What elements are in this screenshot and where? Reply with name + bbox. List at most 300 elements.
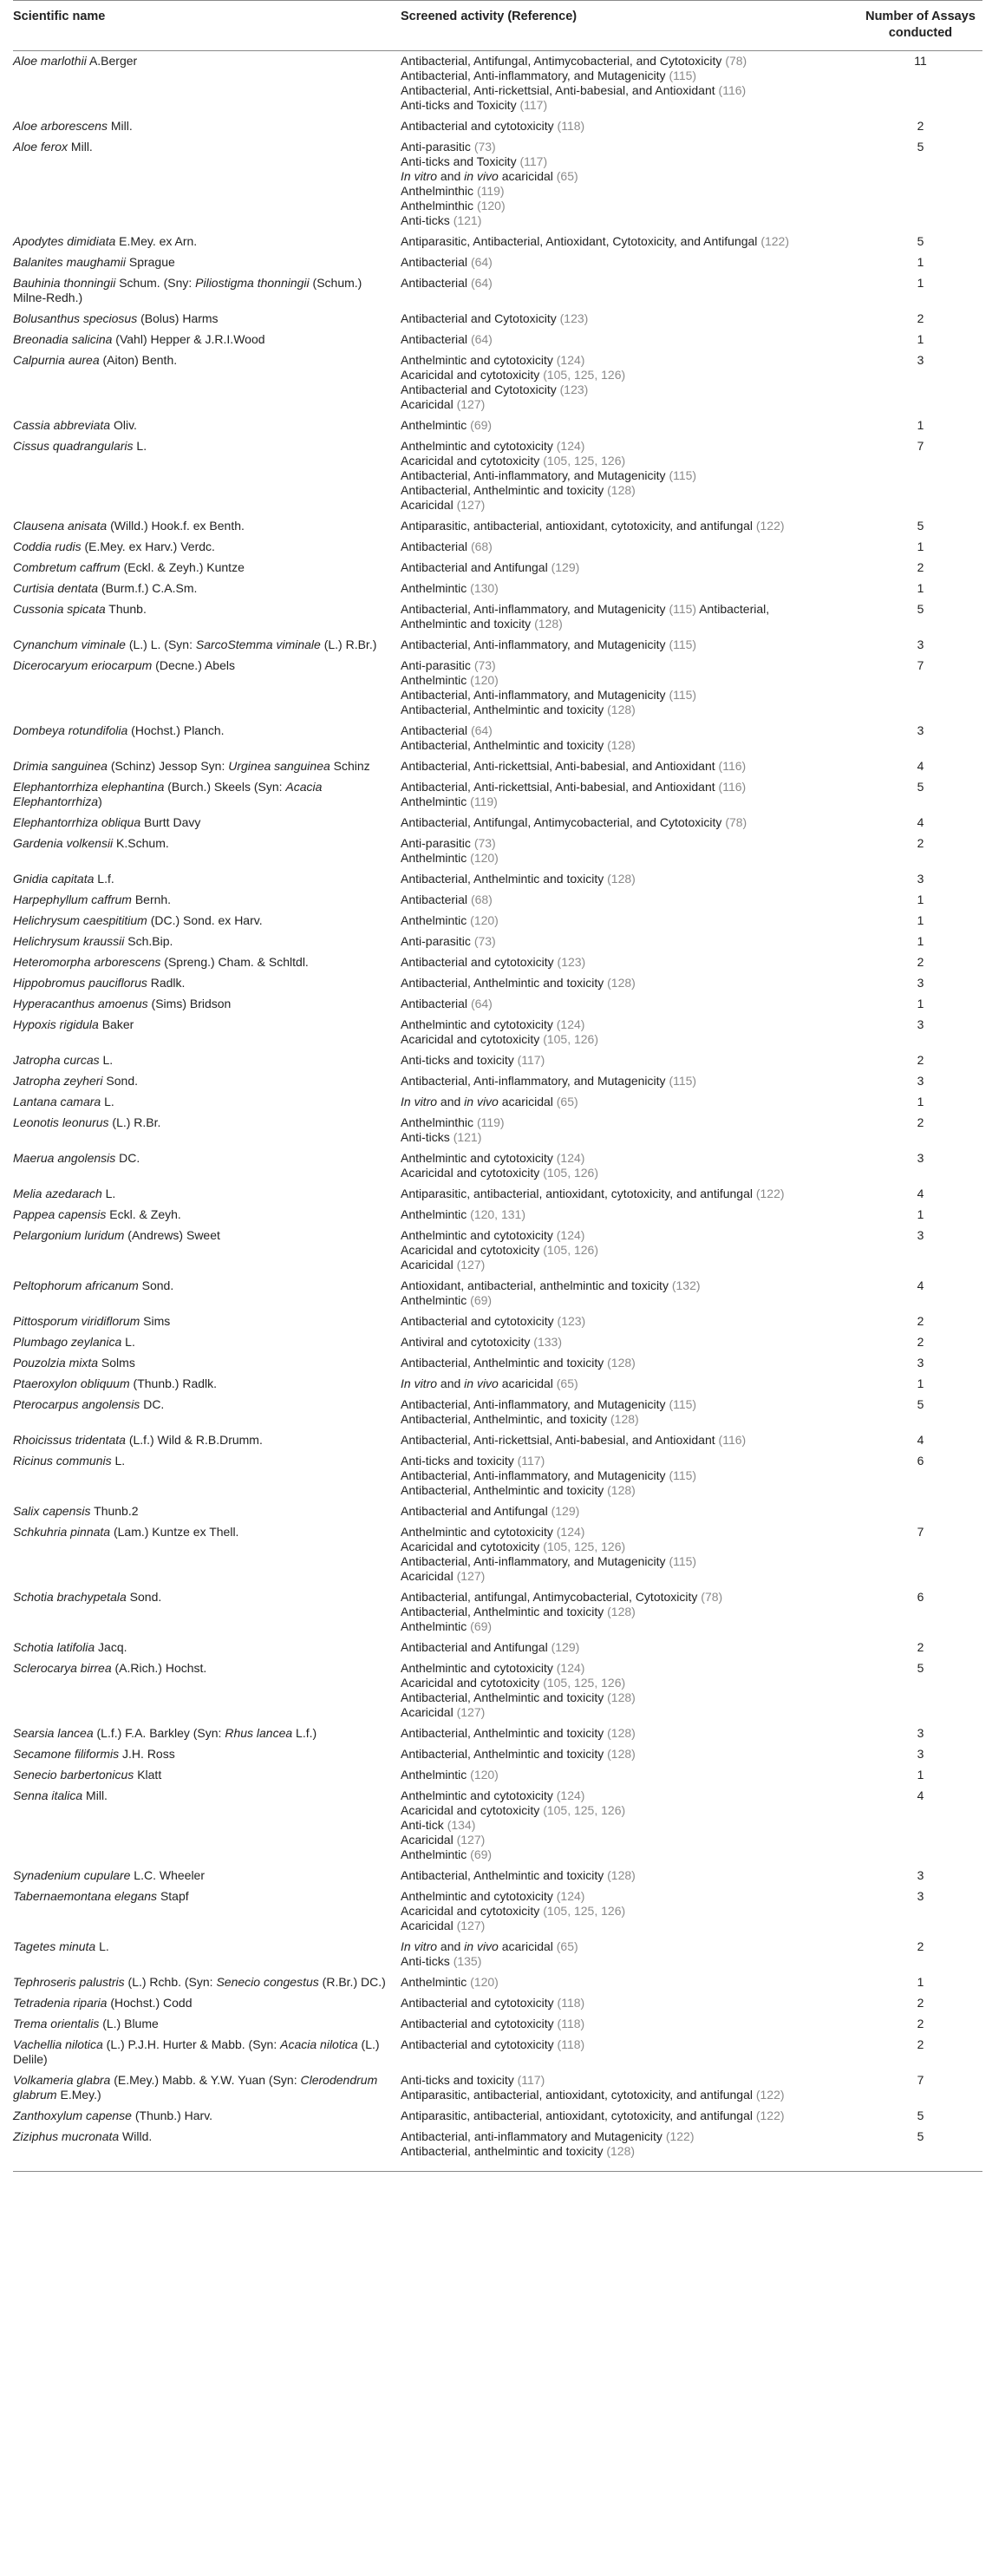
activity-text: and [437, 1376, 465, 1390]
assay-count: 3 [917, 1151, 924, 1165]
screened-activity-cell [401, 1374, 858, 1395]
reference-link[interactable]: (128) [607, 1868, 636, 1882]
species-authority: L. [95, 1939, 109, 1953]
reference-link[interactable]: (68) [470, 539, 493, 553]
activity-italic: In vitro [401, 1095, 438, 1108]
scientific-name-cell [13, 1374, 401, 1395]
reference-link[interactable]: (124) [556, 1889, 585, 1903]
reference-link[interactable]: (105, 125, 126) [543, 1676, 626, 1690]
reference-link[interactable]: (119) [470, 794, 498, 808]
activity-text: Anti-ticks and toxicity [401, 1053, 518, 1067]
synonym-authority: L.f.) [292, 1726, 317, 1740]
reference-link[interactable]: (105, 126) [543, 1243, 599, 1257]
species-authority: (Andrews) Sweet [124, 1228, 220, 1242]
reference-link[interactable]: (117) [517, 1454, 545, 1468]
activity-line [401, 1833, 850, 1847]
header-number-of-assays: Number of Assays conducted [858, 1, 982, 51]
reference-link[interactable]: (123) [559, 382, 589, 396]
activity-text: Antibacterial, Anthelmintic and toxicity [401, 1605, 608, 1618]
reference-link[interactable]: (122) [755, 1187, 785, 1200]
screened-activity-cell [401, 1205, 858, 1226]
table-row [13, 777, 982, 813]
activity-line [401, 913, 850, 928]
table-row [13, 350, 982, 415]
reference-link[interactable]: (127) [456, 397, 486, 411]
activity-line [401, 1074, 850, 1089]
assay-count: 7 [917, 2073, 924, 2087]
species-authority: (L.) R.Br. [108, 1115, 161, 1129]
screened-activity-cell [401, 994, 858, 1015]
activity-line [401, 1661, 850, 1676]
assay-count: 3 [917, 976, 924, 990]
reference-link[interactable]: (122) [755, 519, 785, 533]
synonym-authority: ) [98, 794, 102, 808]
species-authority: (L.) Blume [99, 2017, 159, 2030]
header-screened-activity: Screened activity (Reference) [401, 1, 858, 51]
reference-link[interactable]: (116) [718, 759, 747, 773]
activity-line [401, 169, 850, 184]
screened-activity-cell [401, 1332, 858, 1353]
species-authority: (L.) Rchb. (Syn: [124, 1975, 217, 1989]
activity-text: Anthelmintic [401, 1293, 471, 1307]
activity-line [401, 1483, 850, 1498]
reference-link[interactable]: (127) [456, 1705, 486, 1719]
activity-text: Antibacterial, Anti-inflammatory, and Mutagenicity [401, 1554, 669, 1568]
activity-text: Antiparasitic, antibacterial, antioxidant, cytotoxicity, and antifungal [401, 2088, 756, 2102]
reference-link[interactable]: (124) [556, 353, 585, 367]
reference-link[interactable]: (121) [453, 1130, 482, 1144]
species-authority: Solms [98, 1356, 135, 1370]
reference-link[interactable]: (115) [669, 688, 697, 702]
reference-link[interactable]: (128) [607, 976, 636, 990]
reference-link[interactable]: (124) [556, 1228, 585, 1242]
reference-link[interactable]: (105, 125, 126) [543, 368, 626, 382]
scientific-name-cell [13, 1786, 401, 1866]
assay-count: 3 [917, 1726, 924, 1740]
activity-line [401, 1278, 850, 1293]
reference-link[interactable]: (128) [610, 1412, 639, 1426]
reference-link[interactable]: (127) [456, 1833, 486, 1847]
activity-line [401, 581, 850, 596]
reference-link[interactable]: (128) [607, 1356, 636, 1370]
activity-text: Antiparasitic, antibacterial, antioxidant, cytotoxicity, and antifungal [401, 1187, 756, 1200]
assay-count: 1 [917, 418, 924, 432]
screened-activity-cell [401, 1395, 858, 1430]
reference-link[interactable]: (105, 125, 126) [543, 1803, 626, 1817]
reference-link[interactable]: (124) [556, 1151, 585, 1165]
species-authority: (Hochst.) Codd [107, 1996, 193, 2010]
screened-activity-cell [401, 2014, 858, 2035]
species-authority: Burtt Davy [140, 815, 201, 829]
reference-link[interactable]: (65) [556, 1095, 578, 1108]
activity-line [401, 1187, 850, 1201]
reference-link[interactable]: (65) [556, 1376, 578, 1390]
reference-link[interactable]: (124) [556, 439, 585, 453]
activity-text: Antiparasitic, antibacterial, antioxidant, cytotoxicity, and antifungal [401, 2109, 756, 2122]
reference-link[interactable]: (64) [470, 276, 493, 290]
activity-line [401, 1847, 850, 1862]
activity-line [401, 276, 850, 291]
reference-link[interactable]: (128) [606, 2144, 636, 2158]
scientific-name-cell [13, 932, 401, 952]
reference-link[interactable]: (123) [557, 955, 586, 969]
reference-link[interactable]: (124) [556, 1661, 585, 1675]
assay-count: 3 [917, 1228, 924, 1242]
species-name: Pittosporum viridiflorum [13, 1314, 140, 1328]
table-row [13, 1430, 982, 1451]
reference-link[interactable]: (69) [470, 1619, 493, 1633]
table-row [13, 1205, 982, 1226]
activity-text: Antibacterial, Anthelmintic and toxicity [401, 738, 608, 752]
assay-count: 4 [917, 1278, 924, 1292]
activity-text: Antibacterial and cytotoxicity [401, 955, 558, 969]
table-row [13, 273, 982, 309]
reference-link[interactable]: (68) [470, 892, 493, 906]
activity-line [401, 673, 850, 688]
reference-link[interactable]: (105, 125, 126) [543, 454, 626, 467]
table-row [13, 232, 982, 252]
reference-link[interactable]: (128) [607, 1483, 636, 1497]
synonym-name: Senecio congestus [216, 1975, 319, 1989]
screened-activity-cell [401, 756, 858, 777]
reference-link[interactable]: (115) [669, 1397, 697, 1411]
activity-text: Anti-ticks [401, 1954, 454, 1968]
activity-line [401, 1115, 850, 1130]
species-name: Elephantorrhiza elephantina [13, 780, 165, 794]
activity-line [401, 1705, 850, 1720]
species-authority: A.Berger [86, 54, 138, 68]
table-body [13, 51, 982, 2172]
species-authority: Eckl. & Zeyh. [106, 1207, 181, 1221]
activity-text: Anthelmintic [401, 1619, 471, 1633]
activity-text: Anti-parasitic [401, 140, 474, 154]
reference-link[interactable]: (116) [718, 780, 747, 794]
activity-line [401, 98, 850, 113]
reference-link[interactable]: (117) [519, 98, 548, 112]
scientific-name-cell [13, 1866, 401, 1886]
reference-link[interactable]: (120) [470, 673, 499, 687]
screened-activity-cell [401, 932, 858, 952]
reference-link[interactable]: (120) [470, 1975, 499, 1989]
reference-link[interactable]: (130) [470, 581, 499, 595]
reference-link[interactable]: (115) [669, 1468, 697, 1482]
reference-link[interactable]: (69) [470, 418, 493, 432]
screened-activity-cell [401, 813, 858, 834]
activity-text: Anthelmintic [401, 418, 471, 432]
scientific-name-cell [13, 2014, 401, 2035]
table-row [13, 869, 982, 890]
screened-activity-cell [401, 1113, 858, 1148]
activity-text: Acaricidal [401, 1569, 457, 1583]
activity-line [401, 637, 850, 652]
species-name: Melia azedarach [13, 1187, 102, 1200]
activity-text: Antibacterial [401, 723, 471, 737]
assay-count: 4 [917, 1433, 924, 1447]
table-row [13, 635, 982, 656]
reference-link[interactable]: (123) [557, 1314, 586, 1328]
synonym-authority: (L.) Delile) [13, 2037, 380, 2066]
reference-link[interactable]: (117) [517, 2073, 545, 2087]
table-row [13, 1374, 982, 1395]
assay-count: 5 [917, 1397, 924, 1411]
reference-link[interactable]: (127) [456, 1919, 486, 1932]
reference-link[interactable]: (116) [718, 83, 747, 97]
reference-link[interactable]: (105, 126) [543, 1032, 599, 1046]
reference-link[interactable]: (128) [607, 1747, 636, 1761]
activity-line [401, 213, 850, 228]
species-name: Ricinus communis [13, 1454, 112, 1468]
reference-link[interactable]: (115) [669, 69, 697, 82]
species-authority: (Vahl) Hepper & J.R.I.Wood [112, 332, 265, 346]
species-name: Tabernaemontana elegans [13, 1889, 158, 1903]
activity-text: Antibacterial [401, 255, 471, 269]
synonym-name: Piliostigma thonningii [195, 276, 310, 290]
assay-count: 4 [917, 1187, 924, 1200]
reference-link[interactable]: (129) [551, 1640, 580, 1654]
reference-link[interactable]: (124) [556, 1788, 585, 1802]
reference-link[interactable]: (135) [453, 1954, 482, 1968]
assay-count: 2 [917, 836, 924, 850]
reference-link[interactable]: (115) [669, 602, 697, 616]
assay-count: 5 [917, 1661, 924, 1675]
reference-link[interactable]: (120) [470, 1768, 499, 1782]
activity-line [401, 872, 850, 886]
reference-link[interactable]: (128) [607, 1726, 636, 1740]
screened-activity-cell [401, 1522, 858, 1587]
activity-line [401, 539, 850, 554]
reference-link[interactable]: (118) [557, 2017, 585, 2030]
reference-link[interactable]: (124) [556, 1017, 585, 1031]
scientific-name-cell [13, 1395, 401, 1430]
activity-text: Anti-ticks and Toxicity [401, 98, 520, 112]
reference-link[interactable]: (105, 125, 126) [543, 1904, 626, 1918]
assay-count: 2 [917, 1939, 924, 1953]
activity-text: Anthelmintic [401, 1207, 471, 1221]
assay-count: 5 [917, 2109, 924, 2122]
reference-link[interactable]: (119) [476, 1115, 505, 1129]
reference-link[interactable]: (105, 126) [543, 1166, 599, 1180]
assay-count: 3 [917, 1356, 924, 1370]
activity-text: Anti-ticks [401, 1130, 454, 1144]
activity-text: Anti-ticks and toxicity [401, 2073, 518, 2087]
reference-link[interactable]: (127) [456, 1569, 486, 1583]
reference-link[interactable]: (117) [519, 154, 548, 168]
screened-activity-cell [401, 890, 858, 911]
activity-line [401, 1525, 850, 1540]
activity-text: Antibacterial, Anti-rickettsial, Anti-babesial, and Antioxidant [401, 780, 719, 794]
reference-link[interactable]: (78) [725, 815, 747, 829]
activity-line [401, 1605, 850, 1619]
reference-link[interactable]: (73) [473, 140, 496, 154]
reference-link[interactable]: (118) [557, 119, 585, 133]
assay-count: 4 [917, 815, 924, 829]
reference-link[interactable]: (122) [760, 234, 789, 248]
screened-activity-cell [401, 1353, 858, 1374]
reference-link[interactable]: (128) [534, 617, 563, 631]
table-row [13, 952, 982, 973]
reference-link[interactable]: (122) [665, 2129, 695, 2143]
species-authority: (L.f.) Wild & R.B.Drumm. [125, 1433, 263, 1447]
reference-link[interactable]: (118) [557, 1996, 585, 2010]
activity-line [401, 1619, 850, 1634]
screened-activity-cell [401, 1226, 858, 1276]
screened-activity-cell [401, 330, 858, 350]
species-authority: Bernh. [131, 892, 172, 906]
activity-text: and [437, 1095, 465, 1108]
reference-link[interactable]: (120) [476, 199, 506, 212]
activity-text: Antibacterial, antifungal, Antimycobacterial, Cytotoxicity [401, 1590, 702, 1604]
species-name: Elephantorrhiza obliqua [13, 815, 141, 829]
reference-link[interactable]: (121) [453, 213, 482, 227]
table-row [13, 51, 982, 117]
species-name: Volkameria glabra [13, 2073, 111, 2087]
activity-line [401, 934, 850, 949]
activity-line [401, 332, 850, 347]
species-authority: (Burch.) Skeels (Syn: [164, 780, 286, 794]
species-authority: L.C. Wheeler [130, 1868, 206, 1882]
activity-text: Anthelmintic and cytotoxicity [401, 353, 557, 367]
reference-link[interactable]: (105, 125, 126) [543, 1540, 626, 1553]
activity-line [401, 483, 850, 498]
reference-link[interactable]: (134) [447, 1818, 476, 1832]
assay-count: 4 [917, 759, 924, 773]
reference-link[interactable]: (78) [701, 1590, 723, 1604]
reference-link[interactable]: (124) [556, 1525, 585, 1539]
reference-link[interactable]: (128) [607, 738, 636, 752]
activity-line [401, 955, 850, 970]
reference-link[interactable]: (116) [718, 1433, 747, 1447]
activity-line [401, 780, 850, 794]
species-name: Lantana camara [13, 1095, 101, 1108]
reference-link[interactable]: (69) [470, 1293, 493, 1307]
reference-link[interactable]: (65) [556, 169, 578, 183]
reference-link[interactable]: (64) [470, 255, 493, 269]
reference-link[interactable]: (73) [473, 836, 496, 850]
activity-text: Antibacterial [401, 892, 471, 906]
reference-link[interactable]: (122) [755, 2088, 785, 2102]
activity-text: Antibacterial, Antifungal, Antimycobacterial, and Cytotoxicity [401, 815, 726, 829]
screened-activity-cell [401, 973, 858, 994]
reference-link[interactable]: (128) [607, 1690, 636, 1704]
species-name: Salix capensis [13, 1504, 91, 1518]
activity-line [401, 892, 850, 907]
reference-link[interactable]: (69) [470, 1847, 493, 1861]
activity-text: acaricidal [498, 1939, 557, 1953]
activity-text: Antibacterial and cytotoxicity [401, 2037, 558, 2051]
reference-link[interactable]: (115) [669, 637, 697, 651]
assay-count: 3 [917, 1868, 924, 1882]
reference-link[interactable]: (64) [470, 997, 493, 1010]
scientific-name-cell [13, 516, 401, 537]
reference-link[interactable]: (115) [669, 1554, 697, 1568]
reference-link[interactable]: (65) [556, 1939, 578, 1953]
reference-link[interactable]: (127) [456, 1258, 486, 1272]
activity-line [401, 255, 850, 270]
species-authority: (Thunb.) Radlk. [129, 1376, 218, 1390]
reference-link[interactable]: (64) [470, 332, 493, 346]
activity-line [401, 1293, 850, 1308]
scientific-name-cell [13, 1886, 401, 1937]
assay-count [858, 1501, 982, 1522]
assay-count: 3 [917, 637, 924, 651]
reference-link[interactable]: (120) [470, 913, 499, 927]
species-authority: (Thunb.) Harv. [131, 2109, 213, 2122]
species-authority: (Spreng.) Cham. & Schltdl. [160, 955, 309, 969]
reference-link[interactable]: (117) [517, 1053, 545, 1067]
assay-count: 1 [917, 332, 924, 346]
scientific-name-cell [13, 1501, 401, 1522]
reference-link[interactable]: (128) [607, 872, 636, 886]
activity-text: Antibacterial, Antifungal, Antimycobacterial, and Cytotoxicity [401, 54, 726, 68]
screened-activity-cell [401, 350, 858, 415]
scientific-name-cell [13, 116, 401, 137]
activity-text: Antibacterial and cytotoxicity [401, 1314, 558, 1328]
reference-link[interactable]: (127) [456, 498, 486, 512]
reference-link[interactable]: (129) [551, 1504, 580, 1518]
reference-link[interactable]: (133) [533, 1335, 562, 1349]
activity-line [401, 1554, 850, 1569]
activity-line [401, 658, 850, 673]
reference-link[interactable]: (64) [470, 723, 493, 737]
screened-activity-cell [401, 273, 858, 309]
species-authority: (Eckl. & Zeyh.) Kuntze [120, 560, 245, 574]
scientific-name-cell [13, 1071, 401, 1092]
screened-activity-cell [401, 1937, 858, 1972]
species-name: Jatropha zeyheri [13, 1074, 103, 1088]
reference-link[interactable]: (129) [551, 560, 580, 574]
table-row [13, 973, 982, 994]
reference-link[interactable]: (120) [470, 851, 499, 865]
activity-text: Antibacterial, Anthelmintic and toxicity [401, 1868, 608, 1882]
activity-line [401, 1954, 850, 1969]
species-name: Tephroseris palustris [13, 1975, 125, 1989]
reference-link[interactable]: (120, 131) [470, 1207, 525, 1221]
reference-link[interactable]: (73) [473, 658, 496, 672]
activity-line [401, 2037, 850, 2052]
assay-count: 5 [858, 2127, 982, 2172]
reference-link[interactable]: (122) [755, 2109, 785, 2122]
screened-activity-cell [401, 1184, 858, 1205]
scientific-name-cell [13, 1148, 401, 1184]
species-authority: DC. [115, 1151, 140, 1165]
screened-activity-cell [401, 1744, 858, 1765]
reference-link[interactable]: (119) [476, 184, 505, 198]
activity-text: Anthelmintic and cytotoxicity [401, 1788, 557, 1802]
reference-link[interactable]: (128) [607, 483, 636, 497]
reference-link[interactable]: (78) [725, 54, 747, 68]
activity-line [401, 154, 850, 169]
reference-link[interactable]: (128) [607, 1605, 636, 1618]
reference-link[interactable]: (118) [557, 2037, 585, 2051]
activity-text: Antibacterial, Anti-inflammatory, and Mutagenicity [401, 637, 669, 651]
reference-link[interactable]: (115) [669, 1074, 697, 1088]
screened-activity-cell [401, 1092, 858, 1113]
species-name: Trema orientalis [13, 2017, 100, 2030]
reference-link[interactable]: (115) [669, 468, 697, 482]
reference-link[interactable]: (73) [473, 934, 496, 948]
table-row [13, 1765, 982, 1786]
reference-link[interactable]: (123) [559, 311, 589, 325]
reference-link[interactable]: (132) [671, 1278, 701, 1292]
activity-text: Anthelmintic [401, 581, 471, 595]
activity-text: Antibacterial, Anti-rickettsial, Anti-babesial, and Antioxidant [401, 1433, 719, 1447]
reference-link[interactable]: (128) [607, 703, 636, 716]
screened-activity-cell [401, 656, 858, 721]
species-name: Maerua angolensis [13, 1151, 116, 1165]
activity-text: Antibacterial [401, 539, 471, 553]
scientific-name-cell [13, 756, 401, 777]
species-name: Schotia brachypetala [13, 1590, 127, 1604]
